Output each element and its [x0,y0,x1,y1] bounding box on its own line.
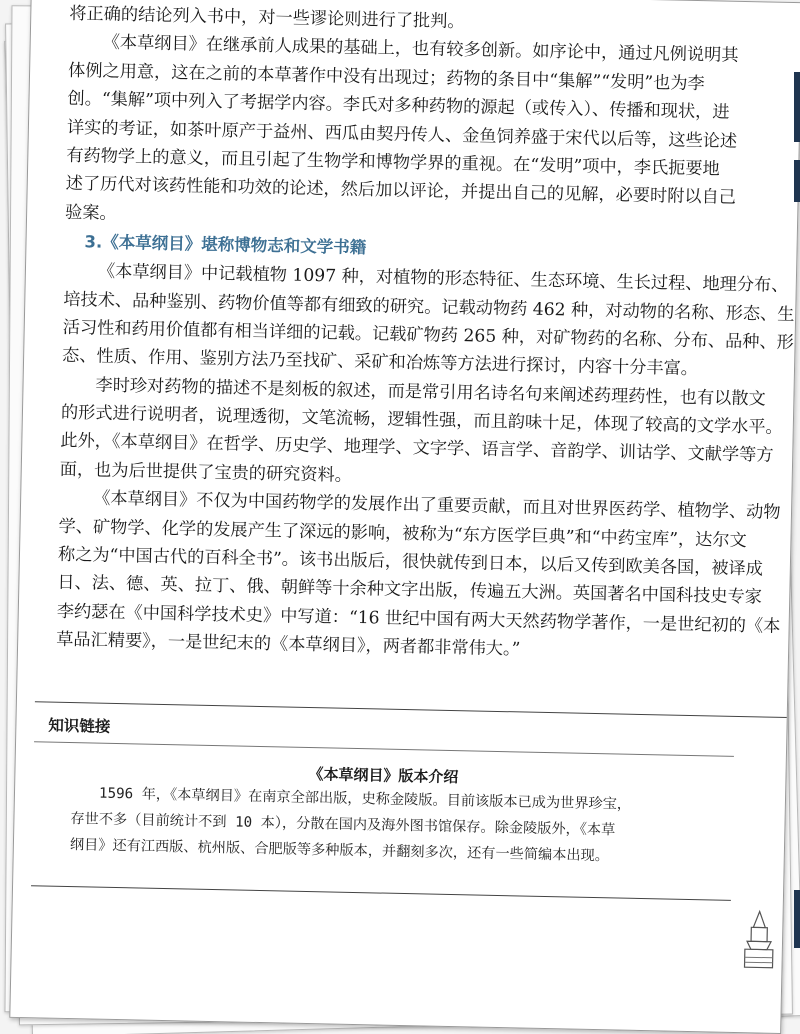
page-edge-strip [794,890,800,948]
text-line: 李时珍对药物的描述不是刻板的叙述，而是常引用名诗名句来阐述药理药性，也有以散文 [95,375,766,410]
document-page [9,0,800,1034]
text-line: 活习性和药用价值都有相当详细的记载。记载矿物药 265 种，对矿物药的名称、分布、品种、形 [62,317,795,353]
text-line: 验案。 [64,202,117,224]
text-line: 称之为“中国古代的百科全书”。该书出版后，很快就传到日本，以后又传到欧美各国，被译成 [57,544,764,580]
knowledge-link-body [70,780,751,872]
text-line: 有药物学上的意义，而且引起了生物学和博物学界的重视。在“发明”项中，李氏扼要地 [66,145,720,180]
text-line: 体例之用意，这在之前的本草著作中没有出现过；药物的条目中“集解”“发明”也为李 [67,60,705,94]
divider [31,885,731,901]
text-line: 学、矿物学、化学的发展产生了深远的影响，被称为“东方医学巨典”和“中药宝库”，达尔文 [58,516,747,551]
text-line: 《本草纲目》不仅为中国药物学的发展作出了重要贡献，而且对世界医药学、植物学、动物 [92,488,781,524]
text-line: 《本草纲目》在继承前人成果的基础上，也有较多创新。如序论中，通过凡例说明其 [102,32,739,67]
text-line: 存世不多（目前统计不到 10 本），分散在国内及海外图书馆保存。除金陵版外，《本草 [70,811,616,839]
text-line: 态、性质、作用、鉴别方法乃至找矿、采矿和冶炼等方法进行探讨，内容十分丰富。 [61,346,699,380]
text-line: 述了历代对该药性能和功效的论述，然后加以评论，并提出自己的见解，必要时附以自己 [65,174,737,209]
text-line: 李约瑟在《中国科学技术史》中写道：“16 世纪中国有两大天然药物学著作，一是世纪初的《本 [56,601,781,637]
text-line: 纲目》还有江西版、杭州版、合肥版等多种版本，并翻刻多次，还有一些简编本出现。 [69,837,610,865]
pagoda-illustration-icon [738,907,779,978]
page-edge-strip [794,160,800,202]
page-edge-strip [794,72,800,142]
divider [35,701,795,718]
text-line: 的形式进行说明者，说理透彻，文笔流畅，逻辑性强，而且韵味十足，体现了较高的文学水平。 [60,402,783,438]
text-line: 创。“集解”项中列入了考据学内容。李氏对多种药物的源起（或传入）、传播和现状，进 [67,88,730,123]
text-line: 培技术、品种鉴别、药物价值等都有细致的研究。记载动物药 462 种，对动物的名称、形态、生 [63,289,795,325]
text-line: 日、法、德、英、拉丁、俄、朝鲜等十余种文字出版，传遍五大洲。英国著名中国科技史专家 [57,573,763,608]
text-line: 《本草纲目》中记载植物 1097 种，对植物的形态特征、生态环境、生长过程、地理分布、 [97,261,789,297]
text-line: 1596 年，《本草纲目》在南京全部出版，史称金陵版。目前该版本已成为世界珍宝， [98,785,632,813]
text-line: 此外，《本草纲目》在哲学、历史学、地理学、文字学、语言学、音韵学、训诂学、文献学等方 [60,431,774,467]
knowledge-link-subtitle: 《本草纲目》版本介绍 [308,765,459,787]
knowledge-link-title: 知识链接 [48,716,111,736]
divider [34,741,734,757]
section-heading: 3.《本草纲目》堪称博物志和文学书籍 [84,232,367,258]
knowledge-link-box [31,705,795,921]
text-line: 面，也为后世提供了宝贵的研究资料。 [59,459,353,486]
text-line: 将正确的结论列入书中，对一些谬论则进行了批判。 [69,3,465,33]
text-line: 草品汇精要》，一是世纪末的《本草纲目》，两者都非常伟大。” [55,629,521,660]
text-line: 详实的考证，如茶叶原产于益州、西瓜由契丹传人、金鱼饲养盛于宋代以后等，这些论述 [66,117,738,152]
main-text [56,0,800,670]
